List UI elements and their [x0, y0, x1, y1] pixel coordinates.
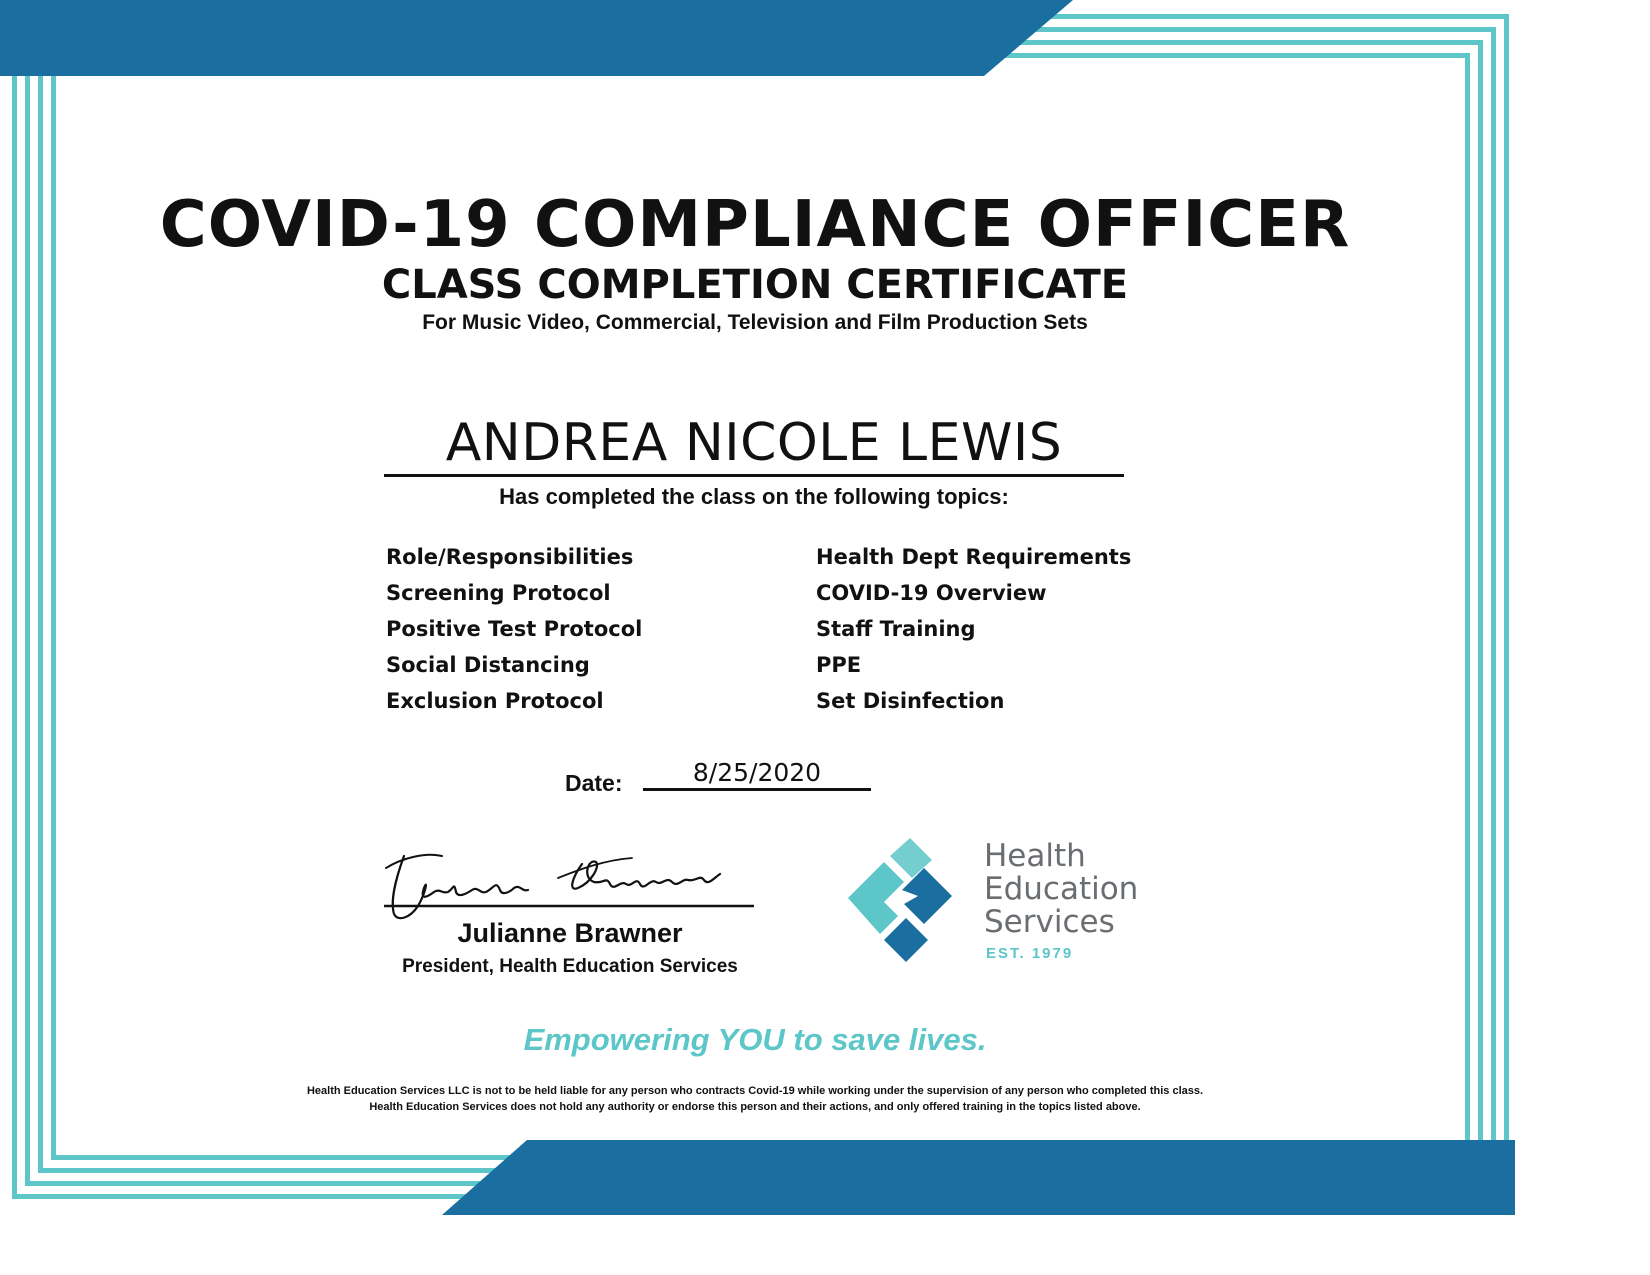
topic-item: Role/Responsibilities	[386, 545, 634, 569]
topic-item: Screening Protocol	[386, 581, 611, 605]
topic-item: Social Distancing	[386, 653, 590, 677]
disclaimer-line-2: Health Education Services does not hold any authority or endorse this person and their actions, and only offered training in the topics listed above.	[369, 1101, 1141, 1113]
recipient-name: ANDREA NICOLE LEWIS	[384, 412, 1124, 477]
logo-line-1: Health	[984, 838, 1086, 874]
logo-line-2: Education	[984, 871, 1139, 907]
topic-item: Exclusion Protocol	[386, 689, 604, 713]
logo-wordmark	[984, 840, 1138, 939]
certificate-tagline: For Music Video, Commercial, Television and Film Production Sets	[422, 311, 1088, 334]
top-banner	[0, 0, 1073, 76]
signature-image	[382, 848, 762, 928]
signer-name: Julianne Brawner	[457, 918, 683, 948]
topic-item: COVID-19 Overview	[816, 581, 1047, 605]
certificate-title: COVID-19 COMPLIANCE OFFICER	[159, 188, 1351, 262]
disclaimer	[150, 1083, 1360, 1115]
bottom-banner	[442, 1140, 1515, 1215]
topics-list	[386, 544, 1146, 715]
slogan: Empowering YOU to save lives.	[523, 1022, 987, 1057]
disclaimer-line-1: Health Education Services LLC is not to be held liable for any person who contracts Covid-19 while working under the supervision of any person who completed this class.	[306, 1085, 1204, 1097]
topic-item: Positive Test Protocol	[386, 617, 643, 641]
date-value: 8/25/2020	[643, 758, 871, 791]
completion-statement: Has completed the class on the following topics:	[499, 484, 1009, 509]
date-label: Date:	[565, 770, 623, 796]
certificate-subtitle: CLASS COMPLETION CERTIFICATE	[381, 262, 1129, 308]
health-education-services-logo-icon	[840, 838, 960, 968]
topic-item: Set Disinfection	[816, 689, 1005, 713]
topic-item: PPE	[816, 653, 862, 677]
logo-established: EST. 1979	[986, 945, 1074, 962]
logo-line-3: Services	[984, 904, 1115, 940]
topic-item: Health Dept Requirements	[816, 545, 1132, 569]
signer-title: President, Health Education Services	[402, 956, 738, 977]
topic-item: Staff Training	[816, 617, 976, 641]
